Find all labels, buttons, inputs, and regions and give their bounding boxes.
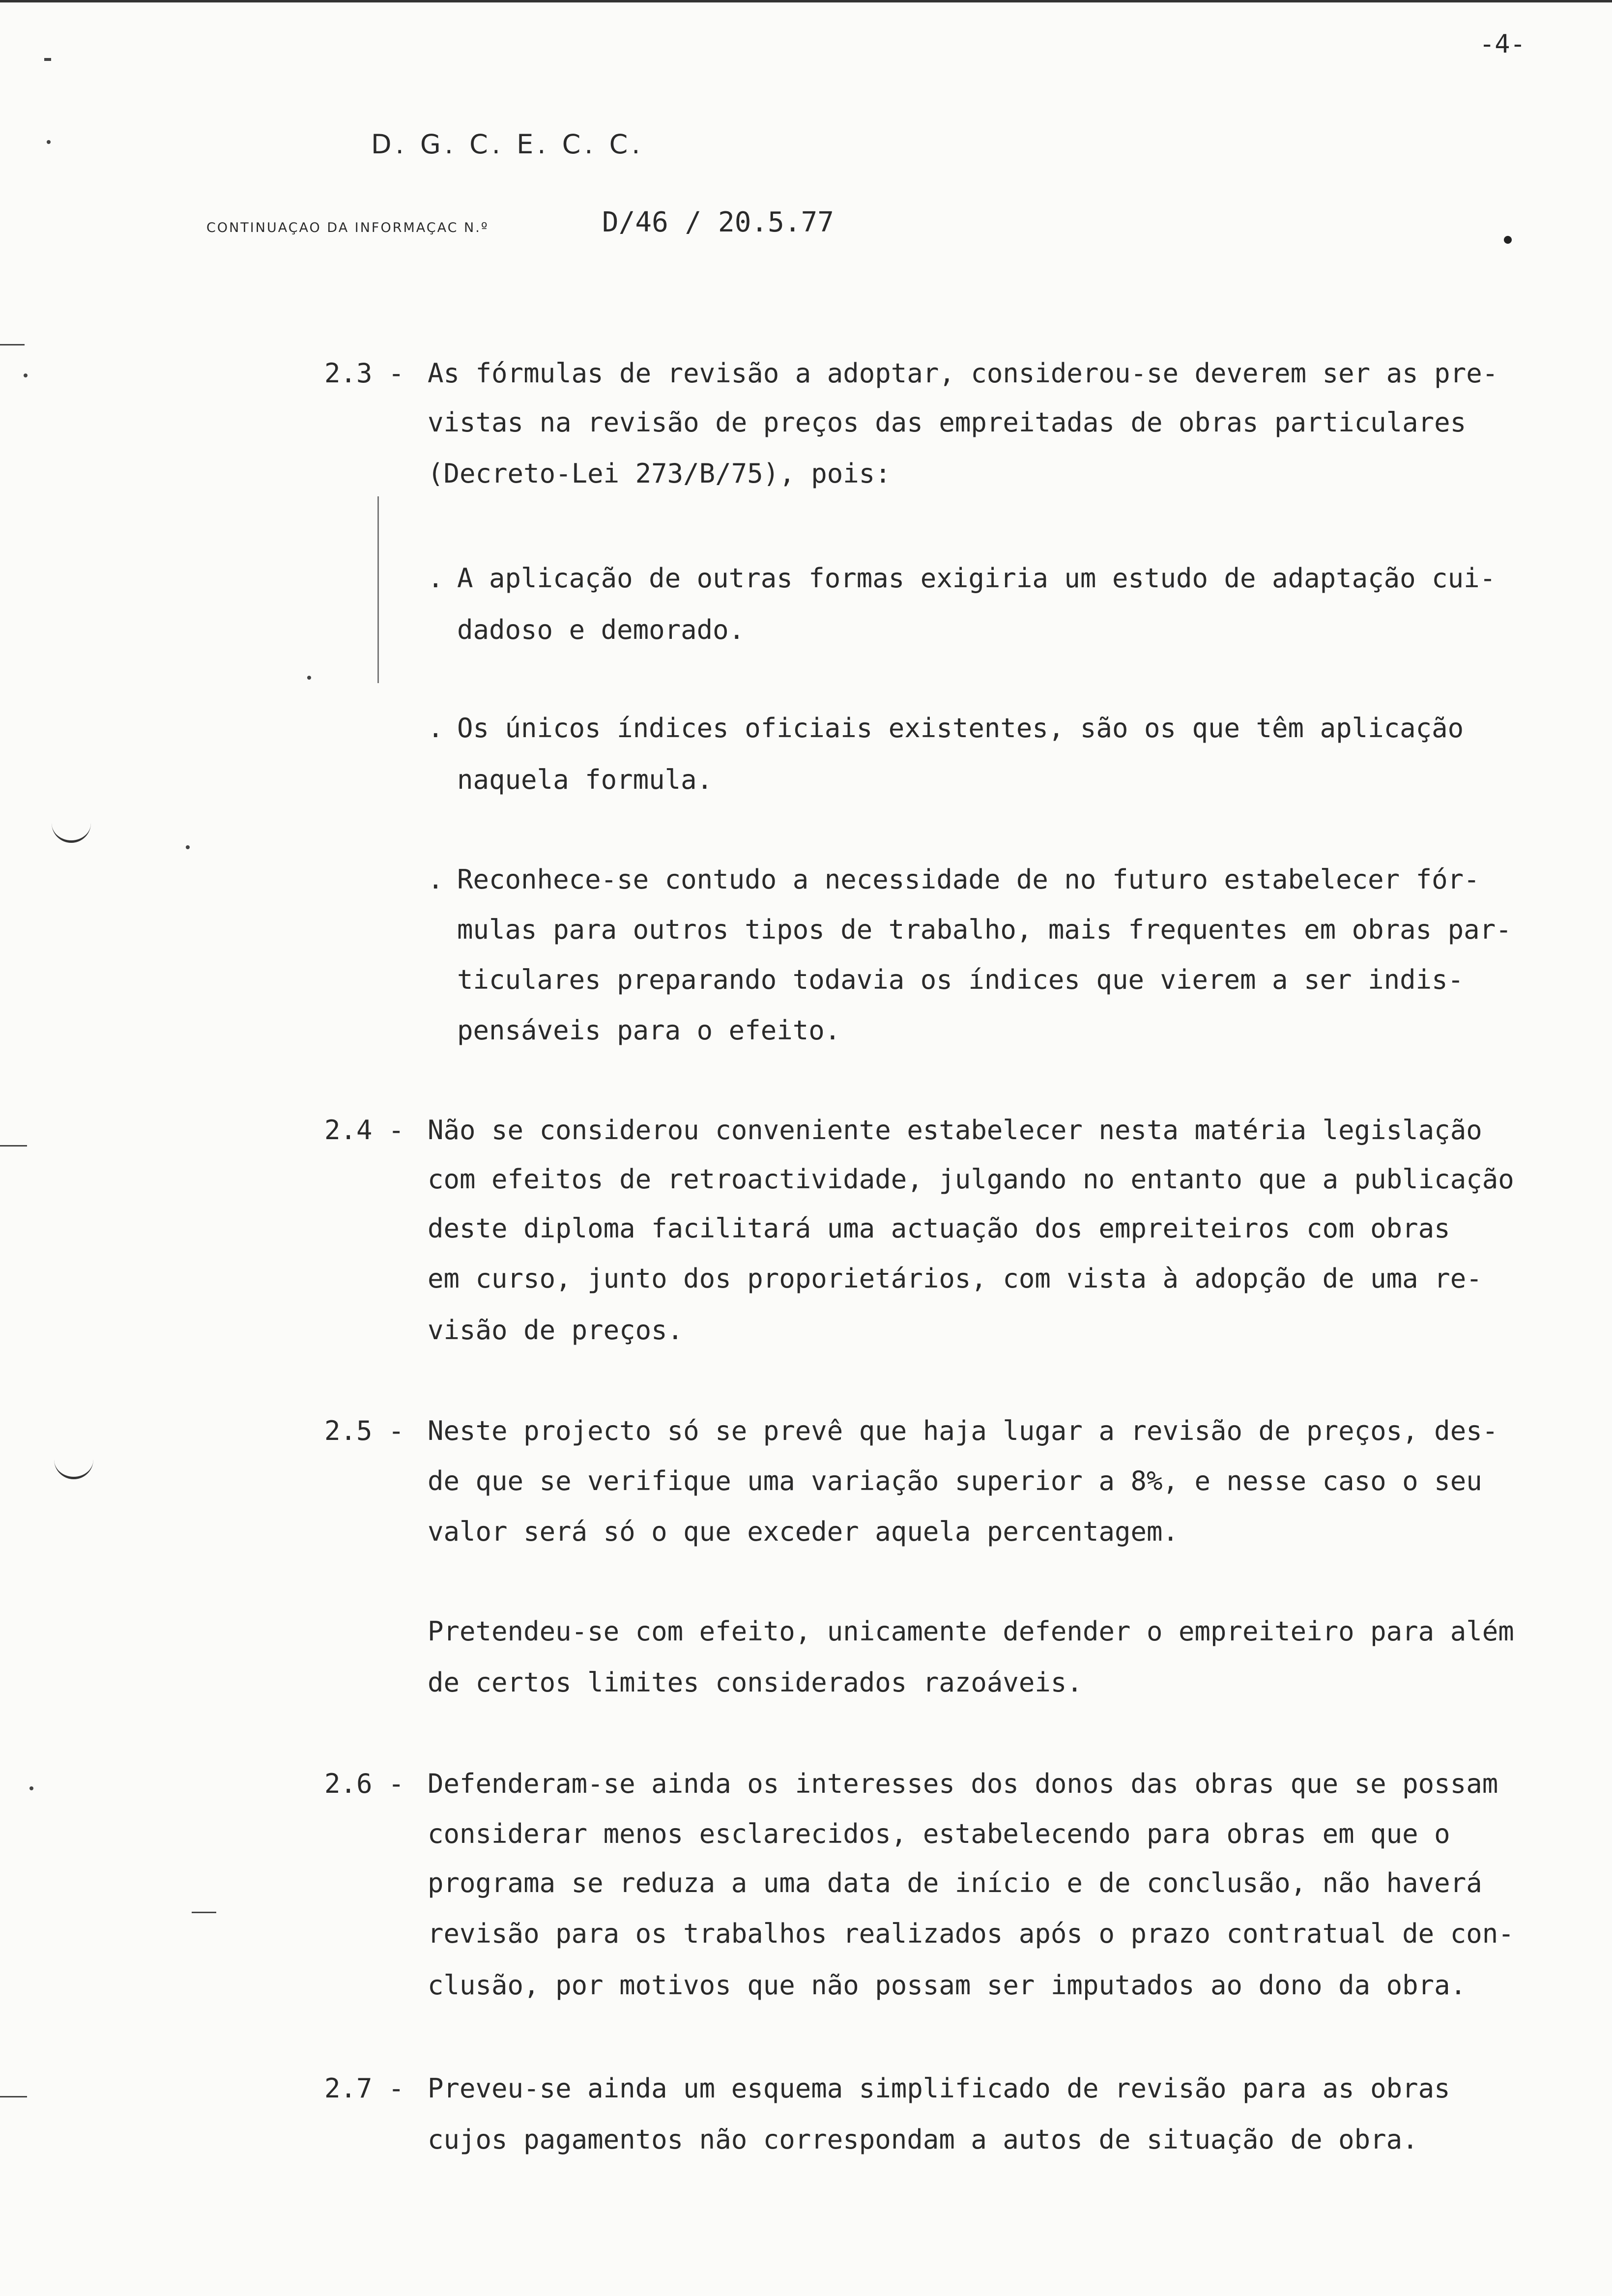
margin-dash [44, 58, 51, 61]
margin-dash [0, 2096, 27, 2097]
paragraph-line: Não se considerou conveniente estabelecer nesta matéria legislação [428, 1115, 1482, 1146]
bullet-line: Reconhece-se contudo a necessidade de no futuro estabelecer fór- [457, 864, 1480, 895]
paragraph-line: considerar menos esclarecidos, estabelecendo para obras em que o [428, 1818, 1450, 1849]
paragraph-line: deste diploma facilitará uma actuação dos empreiteiros com obras [428, 1213, 1450, 1244]
paragraph-line: em curso, junto dos proporietários, com vista à adopção de uma re- [428, 1263, 1482, 1294]
margin-dot [186, 845, 190, 849]
bullet-line: naquela formula. [457, 764, 713, 795]
margin-curve [54, 1457, 93, 1479]
top-rule [0, 0, 1612, 2]
section-number: 2.7 - [324, 2073, 404, 2104]
bullet-line: dadoso e demorado. [457, 614, 745, 645]
bullet-line: A aplicação de outras formas exigiria um estudo de adaptação cui- [457, 563, 1496, 594]
margin-curve [52, 821, 91, 843]
bullet-line: mulas para outros tipos de trabalho, mais frequentes em obras par- [457, 914, 1512, 945]
paragraph-line: com efeitos de retroactividade, julgando no entanto que a publicação [428, 1164, 1514, 1195]
paragraph-line: de certos limites considerados razoáveis. [428, 1667, 1083, 1698]
bullet-line: pensáveis para o efeito. [457, 1015, 841, 1046]
margin-dash [192, 1912, 216, 1913]
paragraph-line: clusão, por motivos que não possam ser imputados ao dono da obra. [428, 1970, 1467, 2001]
bullet-line: ticulares preparando todavia os índices que vierem a ser indis- [457, 964, 1464, 995]
paragraph-line: cujos pagamentos não correspondam a autos de situação de obra. [428, 2124, 1418, 2155]
bullet-dot: . [428, 864, 444, 895]
reference-value: D/46 / 20.5.77 [602, 206, 835, 238]
paragraph-line: programa se reduza a uma data de início e de conclusão, não haverá [428, 1867, 1482, 1898]
paragraph-line: valor será só o que exceder aquela percentagem. [428, 1516, 1179, 1547]
paragraph-line: de que se verifique uma variação superior a 8%, e nesse caso o seu [428, 1465, 1482, 1496]
organization-header: D. G. C. E. C. C. [371, 129, 644, 160]
paragraph-line: Pretendeu-se com efeito, unicamente defender o empreiteiro para além [428, 1616, 1514, 1647]
bullet-dot: . [428, 563, 444, 594]
paragraph-line: visão de preços. [428, 1315, 684, 1346]
margin-dot [307, 676, 311, 680]
bullet-line: Os únicos índices oficiais existentes, são os que têm aplicação [457, 713, 1464, 744]
section-number: 2.6 - [324, 1768, 404, 1799]
margin-bar [377, 496, 379, 683]
paragraph-line: As fórmulas de revisão a adoptar, considerou-se deverem ser as pre- [428, 358, 1498, 389]
margin-dash [0, 1145, 27, 1147]
right-dot [1504, 236, 1512, 244]
page-number: -4- [1479, 29, 1526, 59]
section-number: 2.4 - [324, 1115, 404, 1146]
paragraph-line: Preveu-se ainda um esquema simplificado de revisão para as obras [428, 2073, 1450, 2104]
section-number: 2.5 - [324, 1415, 404, 1446]
margin-dot [24, 373, 28, 377]
section-number: 2.3 - [324, 358, 404, 389]
paragraph-line: Neste projecto só se prevê que haja lugar a revisão de preços, des- [428, 1415, 1498, 1446]
bullet-dot: . [428, 713, 444, 744]
paragraph-line: (Decreto-Lei 273/B/75), pois: [428, 458, 891, 489]
margin-dot [29, 1786, 33, 1790]
paragraph-line: Defenderam-se ainda os interesses dos donos das obras que se possam [428, 1768, 1498, 1799]
margin-dash [0, 344, 25, 345]
reference-label: CONTINUAÇAO DA INFORMAÇAC N.º [206, 220, 489, 235]
margin-dot [47, 140, 51, 144]
paragraph-line: revisão para os trabalhos realizados após o prazo contratual de con- [428, 1918, 1514, 1949]
paragraph-line: vistas na revisão de preços das empreitadas de obras particulares [428, 407, 1467, 438]
